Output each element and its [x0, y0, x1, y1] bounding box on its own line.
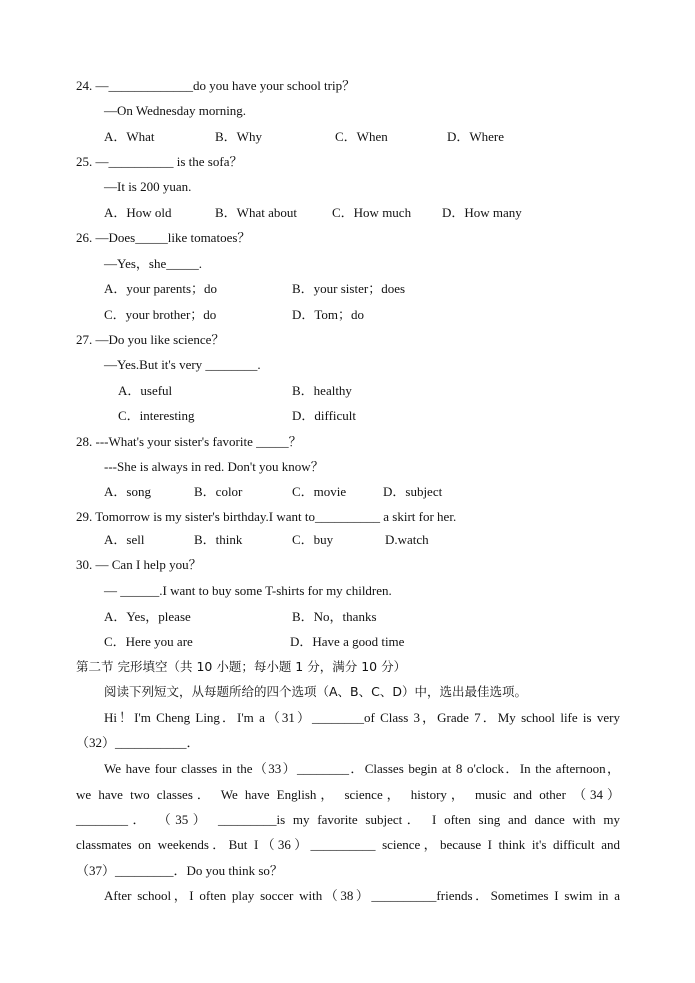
question-28-option-a: A．song: [104, 484, 151, 499]
question-24-option-b: B．Why: [215, 129, 262, 144]
question-29-option-a: A．sell: [104, 532, 145, 547]
question-29-option-d: D.watch: [385, 532, 429, 547]
question-25-stem: 25. —__________ is the sofa？: [76, 154, 243, 169]
question-30-option-d: D．Have a good time: [290, 634, 405, 649]
question-26-option-a: A．your parents；do: [104, 281, 218, 296]
question-27-option-c: C．interesting: [118, 408, 195, 423]
question-25-answer: —It is 200 yuan.: [104, 179, 192, 194]
question-30-option-a: A．Yes，please: [104, 609, 191, 624]
question-29-option-c: C．buy: [292, 532, 334, 547]
question-26-stem: 26. —Does_____like tomatoes？: [76, 230, 251, 245]
question-24-option-c: C．When: [335, 129, 388, 144]
question-27-answer: —Yes.But it's very ________.: [104, 357, 261, 372]
question-26-option-b: B．your sister；does: [292, 281, 406, 296]
question-27-stem: 27. —Do you like science？: [76, 332, 225, 347]
question-24-answer: —On Wednesday morning.: [104, 103, 247, 118]
passage-line-3: We have four classes in the（33）________．Classes begin at 8 o'clock．In the afternoon，: [104, 761, 620, 776]
passage-line-5: ________． （35） _________is my favorite subject． I often sing and dance with my: [76, 812, 620, 827]
question-25-option-c: C．How much: [332, 205, 412, 220]
passage-line-7: （37）_________．Do you think so？: [76, 863, 283, 878]
question-26-option-d: D．Tom；do: [292, 307, 365, 322]
passage-line-8: After school，I often play soccer with（38）__________friends．Sometimes I swim in a: [104, 888, 620, 903]
passage-line-4: we have two classes． We have English， science， history， music and other （34）: [76, 787, 620, 802]
question-24-option-a: A．What: [104, 129, 155, 144]
passage-line-6: classmates on weekends．But I（36）__________ science，because I think it's difficult and: [76, 837, 620, 852]
question-28-option-c: C．movie: [292, 484, 347, 499]
question-28-stem: 28. ---What's your sister's favorite _____？: [76, 434, 302, 449]
question-28-answer: ---She is always in red. Don't you know？: [104, 459, 324, 474]
question-26-answer: —Yes，she_____.: [104, 256, 202, 271]
question-27-option-a: A．useful: [118, 383, 173, 398]
question-25-option-b: B．What about: [215, 205, 297, 220]
section-instruction: 阅读下列短文，从每题所给的四个选项（A、B、C、D）中，选出最佳选项。: [104, 684, 527, 699]
question-28-option-d: D．subject: [383, 484, 443, 499]
question-26-option-c: C．your brother；do: [104, 307, 217, 322]
passage-line-2: （32）___________．: [76, 735, 200, 750]
question-25-option-d: D．How many: [442, 205, 522, 220]
question-25-option-a: A．How old: [104, 205, 172, 220]
question-27-option-b: B．healthy: [292, 383, 352, 398]
passage-line-1: Hi！I'm Cheng Ling．I'm a（31）________of Class 3，Grade 7．My school life is very: [104, 710, 620, 725]
question-24-option-d: D．Where: [447, 129, 505, 144]
section-title: 第二节 完形填空（共 10 小题；每小题 1 分，满分 10 分）: [76, 659, 407, 674]
question-30-stem: 30. — Can I help you？: [76, 557, 202, 572]
question-27-option-d: D．difficult: [292, 408, 357, 423]
question-29-option-b: B．think: [194, 532, 243, 547]
question-24-stem: 24. —_____________do you have your school trip？: [76, 78, 356, 93]
question-29-stem: 29. Tomorrow is my sister's birthday.I want to__________ a skirt for her.: [76, 509, 457, 524]
question-30-answer: — ______.I want to buy some T-shirts for my children.: [104, 583, 392, 598]
question-28-option-b: B．color: [194, 484, 243, 499]
question-30-option-c: C．Here you are: [104, 634, 193, 649]
question-30-option-b: B．No，thanks: [292, 609, 377, 624]
